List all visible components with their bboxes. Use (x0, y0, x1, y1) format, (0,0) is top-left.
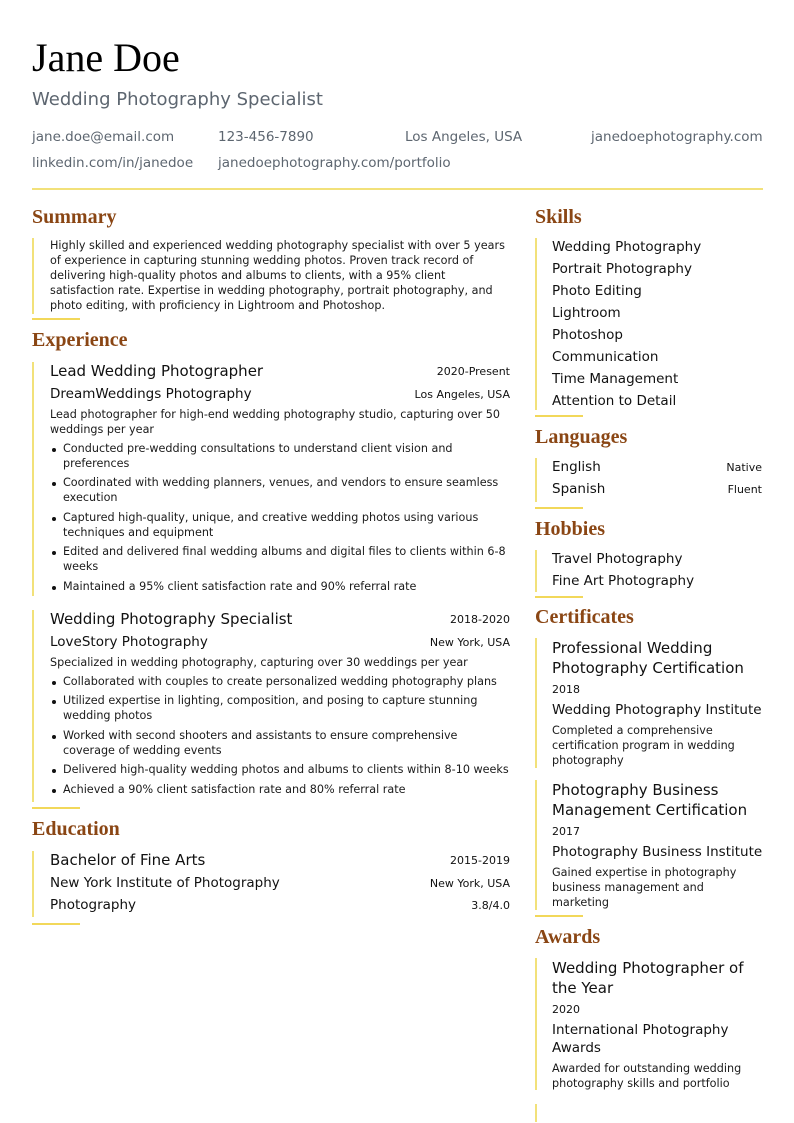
certificate-title: Photography Business Management Certification (552, 781, 748, 819)
award-year: 2020 (552, 1003, 580, 1016)
certificates-underline (535, 915, 583, 917)
skill-item: Attention to Detail (552, 393, 677, 409)
award-title: Wedding Photographer of the Year (552, 959, 744, 997)
job-bullet: Collaborated with couples to create personalized wedding photography plans (50, 674, 510, 689)
job-description: Lead photographer for high-end wedding photography studio, capturing over 50 weddings per year (50, 408, 501, 436)
certificate-issuer: Photography Business Institute (552, 844, 763, 860)
job-bullet: Captured high-quality, unique, and creative wedding photos using various techniques and equipment (50, 510, 510, 540)
job-bullet-list (50, 441, 510, 598)
language-level: Native (726, 461, 762, 474)
job-accent-line (32, 610, 34, 802)
awards-end-line (535, 1104, 537, 1122)
job-location: Los Angeles, USA (414, 388, 510, 401)
portfolio-link[interactable]: janedoephotography.com/portfolio (218, 155, 451, 171)
candidate-name: Jane Doe (32, 35, 180, 80)
education-accent-line (32, 851, 34, 917)
award-accent-line (535, 958, 537, 1090)
award-issuer: International Photography Awards (552, 1022, 729, 1056)
summary-heading: Summary (32, 206, 117, 228)
job-bullet: Delivered high-quality wedding photos and albums to clients within 8-10 weeks (50, 762, 510, 777)
skill-item: Communication (552, 349, 659, 365)
skill-item: Lightroom (552, 305, 621, 321)
certificate-year: 2018 (552, 683, 580, 696)
candidate-title: Wedding Photography Specialist (32, 89, 323, 110)
phone-text: 123-456-7890 (218, 129, 314, 145)
location-text: Los Angeles, USA (405, 129, 523, 145)
language-level: Fluent (727, 483, 762, 496)
award-description: Awarded for outstanding wedding photography skills and portfolio (552, 1062, 742, 1090)
languages-heading: Languages (535, 426, 628, 448)
job-location: New York, USA (429, 636, 510, 649)
experience-underline (32, 807, 80, 809)
job-bullet: Worked with second shooters and assistants to ensure comprehensive coverage of wedding events (50, 728, 510, 758)
languages-underline (535, 507, 583, 509)
summary-text: Highly skilled and experienced wedding photography specialist with over 5 years of experience in capturing stunning wedding photos. Proven track record of delivering high-quality photos and albums to clients, with a 95% client satisfaction rate. Expertise in wedding photography, portrait photography, and photo editing, with proficiency in Lightroom and Photoshop. (50, 239, 505, 312)
job-bullet: Coordinated with wedding planners, venues, and vendors to ensure seamless execution (50, 475, 510, 505)
hobbies-underline (535, 596, 583, 598)
email-link[interactable]: jane.doe@email.com (32, 129, 175, 145)
education-dates: 2015-2019 (450, 854, 510, 867)
job-title: Lead Wedding Photographer (50, 362, 264, 380)
certificate-accent-line (535, 780, 537, 910)
hobbies-accent-line (535, 550, 537, 592)
job-accent-line (32, 362, 34, 596)
awards-heading: Awards (535, 926, 601, 948)
job-dates: 2018-2020 (450, 613, 510, 626)
education-underline (32, 923, 80, 925)
job-company: DreamWeddings Photography (50, 386, 252, 402)
skill-item: Photoshop (552, 327, 623, 343)
job-company: LoveStory Photography (50, 634, 208, 650)
language-name: Spanish (552, 481, 606, 497)
skill-item: Time Management (552, 371, 679, 387)
education-degree: Bachelor of Fine Arts (50, 851, 206, 869)
certificate-title: Professional Wedding Photography Certification (552, 639, 744, 677)
job-bullet: Maintained a 95% client satisfaction rate and 90% referral rate (50, 579, 510, 594)
job-bullet: Edited and delivered final wedding albums and digital files to clients within 6-8 weeks (50, 544, 510, 574)
certificate-issuer: Wedding Photography Institute (552, 702, 762, 718)
skills-heading: Skills (535, 206, 582, 228)
certificate-description: Gained expertise in photography business management and marketing (552, 866, 737, 909)
job-dates: 2020-Present (436, 365, 510, 378)
education-school: New York Institute of Photography (50, 875, 280, 891)
header-divider (32, 188, 763, 190)
skill-item: Photo Editing (552, 283, 642, 299)
certificate-accent-line (535, 638, 537, 768)
job-bullet: Utilized expertise in lighting, composition, and posing to capture stunning wedding photos (50, 693, 510, 723)
hobby-item: Travel Photography (552, 551, 683, 567)
education-heading: Education (32, 818, 120, 840)
hobby-item: Fine Art Photography (552, 573, 695, 589)
job-description: Specialized in wedding photography, capturing over 30 weddings per year (50, 656, 468, 669)
education-gpa: 3.8/4.0 (471, 899, 510, 912)
skills-underline (535, 415, 583, 417)
language-name: English (552, 459, 601, 475)
skill-item: Wedding Photography (552, 239, 702, 255)
education-field: Photography (50, 897, 137, 913)
skill-item: Portrait Photography (552, 261, 692, 277)
linkedin-link[interactable]: linkedin.com/in/janedoe (32, 155, 194, 171)
summary-underline (32, 318, 80, 320)
certificates-heading: Certificates (535, 606, 634, 628)
skills-accent-line (535, 238, 537, 410)
website-link[interactable]: janedoephotography.com (591, 129, 763, 145)
job-bullet-list (50, 674, 510, 801)
job-title: Wedding Photography Specialist (50, 610, 293, 628)
certificate-description: Completed a comprehensive certification program in wedding photography (552, 724, 735, 767)
job-bullet: Conducted pre-wedding consultations to understand client vision and preferences (50, 441, 510, 471)
experience-heading: Experience (32, 329, 128, 351)
job-bullet: Achieved a 90% client satisfaction rate and 80% referral rate (50, 782, 510, 797)
languages-accent-line (535, 458, 537, 502)
certificate-year: 2017 (552, 825, 580, 838)
summary-accent-line (32, 238, 34, 314)
hobbies-heading: Hobbies (535, 518, 606, 540)
education-location: New York, USA (429, 877, 510, 890)
